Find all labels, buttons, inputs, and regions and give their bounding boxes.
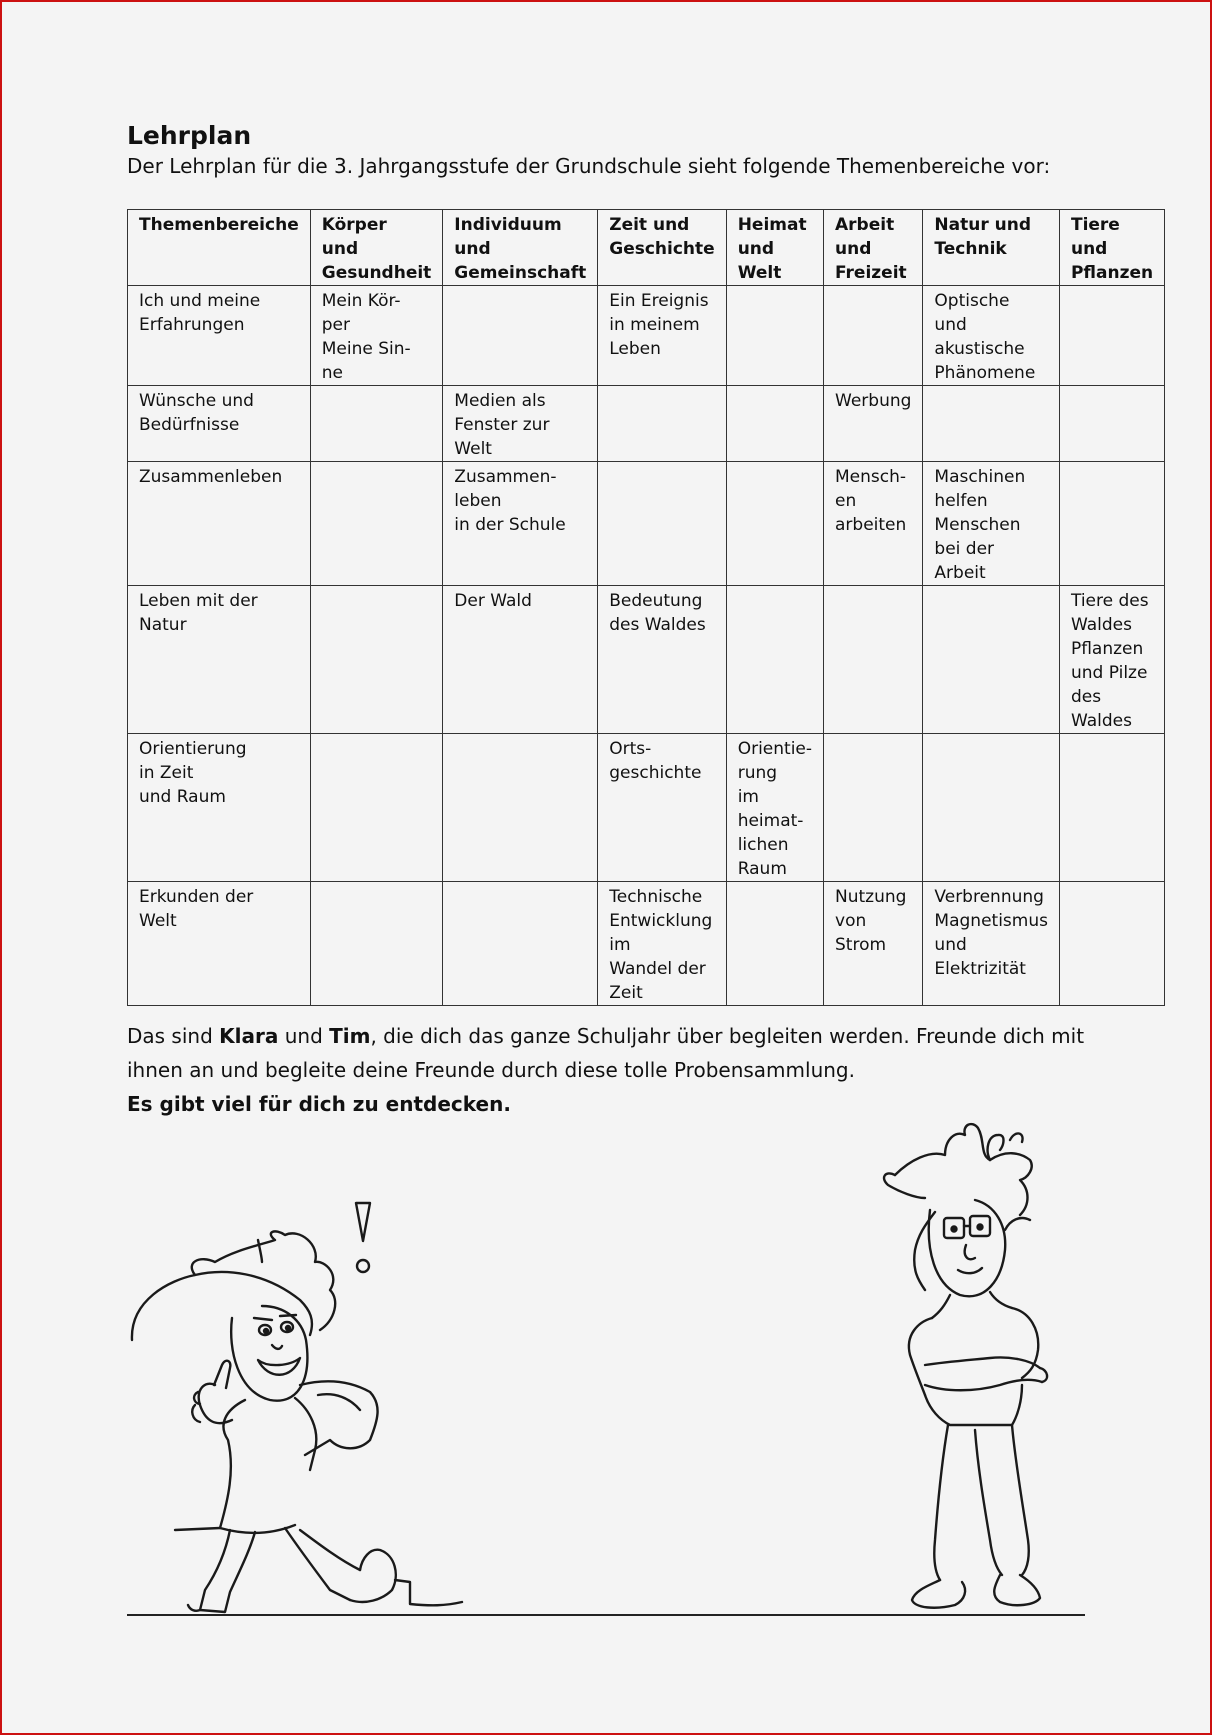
table-cell: Zusammen- leben in der Schule	[443, 462, 598, 586]
header-cell: Tiere und Pflanzen	[1059, 210, 1164, 286]
header-cell: Arbeit und Freizeit	[824, 210, 923, 286]
intro-text: Der Lehrplan für die 3. Jahrgangsstufe der Grundschule sieht folgende Themenbereiche vor:	[127, 153, 1051, 178]
table-cell: Medien als Fenster zur Welt	[443, 386, 598, 462]
table-cell: Maschinen helfen Menschen bei der Arbeit	[923, 462, 1060, 586]
header-cell: Körper und Gesundheit	[310, 210, 443, 286]
table-cell: Zusammenleben	[128, 462, 311, 586]
table-cell: Mensch- en arbeiten	[824, 462, 923, 586]
table-cell: Ich und meine Erfahrungen	[128, 286, 311, 386]
header-cell: Natur und Technik	[923, 210, 1060, 286]
table-cell: Der Wald	[443, 586, 598, 734]
table-cell: Ein Ereignis in meinem Leben	[598, 286, 726, 386]
closing-part: und	[278, 1024, 330, 1048]
table-cell: Technische Entwicklung im Wandel der Zeit	[598, 882, 726, 1006]
table-cell: Wünsche und Bedürfnisse	[128, 386, 311, 462]
table-cell: Mein Kör- per Meine Sin- ne	[310, 286, 443, 386]
table-cell: Orientie- rung im heimat- lichen Raum	[726, 734, 823, 882]
header-cell: Heimat und Welt	[726, 210, 823, 286]
character-name-klara: Klara	[219, 1024, 279, 1048]
closing-part: Das sind	[127, 1024, 220, 1048]
table-cell: Nutzung von Strom	[824, 882, 923, 1006]
ground-line	[127, 1614, 1085, 1616]
table-cell: Orts- geschichte	[598, 734, 726, 882]
table-cell: Werbung	[824, 386, 923, 462]
table-cell: Leben mit der Natur	[128, 586, 311, 734]
table-cell: Verbrennung Magnetismus und Elektrizität	[923, 882, 1060, 1006]
klara-illustration	[132, 1203, 462, 1612]
header-cell: Individuum und Gemeinschaft	[443, 210, 598, 286]
table-cell: Erkunden der Welt	[128, 882, 311, 1006]
header-cell: Themenbereiche	[128, 210, 311, 286]
table-cell: Optische und akustische Phänomene	[923, 286, 1060, 386]
table-cell: Tiere des Waldes Pflanzen und Pilze des Waldes	[1059, 586, 1164, 734]
header-cell: Zeit und Geschichte	[598, 210, 726, 286]
closing-part: , die dich das ganze Schuljahr über begleiten werden. Freunde dich mit ihnen an und begleite deine Freunde durch diese tolle Probensammlung.	[127, 1024, 1085, 1082]
table-cell: Orientierung in Zeit und Raum	[128, 734, 311, 882]
page-title: Lehrplan	[127, 121, 252, 150]
table-cell: Bedeutung des Waldes	[598, 586, 726, 734]
tagline-text: Es gibt viel für dich zu entdecken.	[127, 1092, 511, 1116]
tim-illustration	[884, 1124, 1047, 1608]
character-name-tim: Tim	[329, 1024, 371, 1048]
